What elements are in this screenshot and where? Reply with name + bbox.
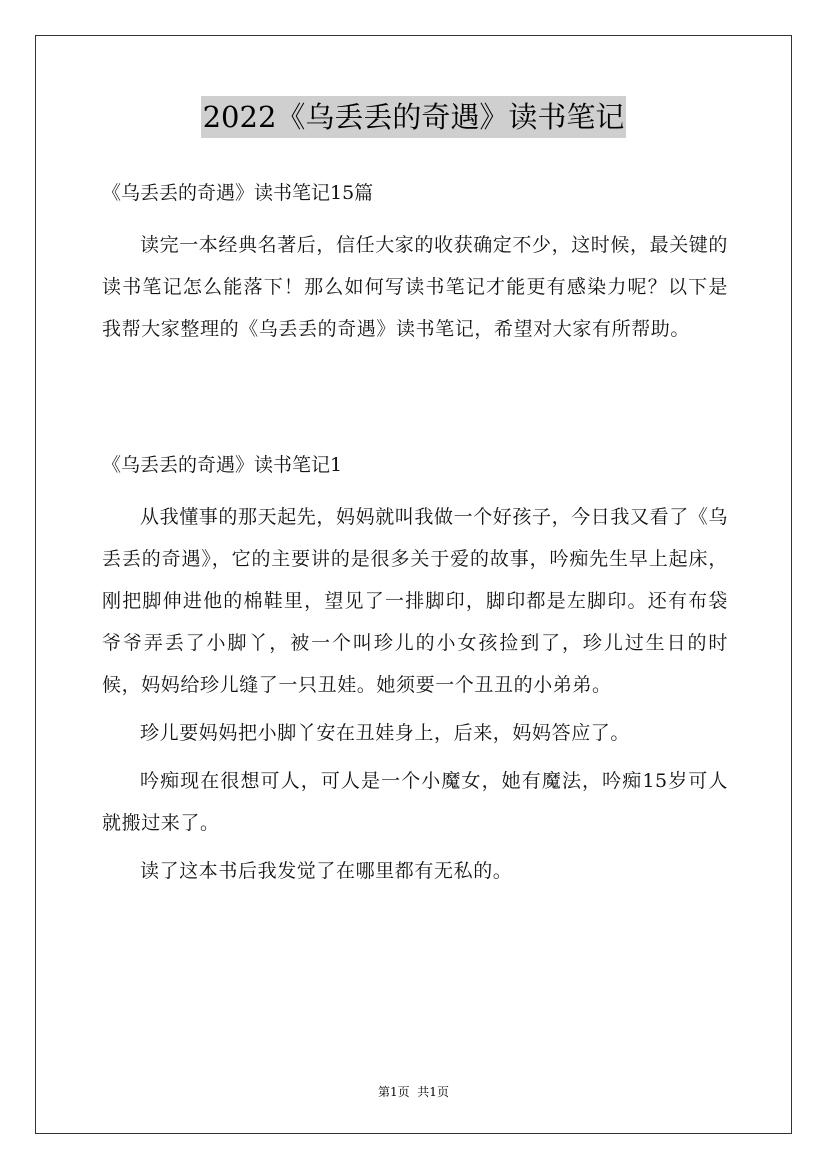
title-container — [0, 96, 827, 138]
document-body — [102, 172, 728, 892]
body-paragraph: 吟痴现在很想可人，可人是一个小魔女，她有魔法，吟痴15岁可人就搬过来了。 — [102, 770, 728, 834]
body-paragraph: 从我懂事的那天起先，妈妈就叫我做一个好孩子，今日我又看了《乌丢丢的奇遇》，它的主要讲的是很多关于爱的故事，吟痴先生早上起床，刚把脚伸进他的棉鞋里，望见了一排脚印，脚印都是左脚印。还有布袋爷爷弄丢了小脚丫，被一个叫珍儿的小女孩捡到了，珍儿过生日的时候，妈妈给珍儿缝了一只丑娃。她须要一个丑丑的小弟弟。 — [102, 506, 729, 696]
page-footer: 第1页 共1页 — [378, 1085, 449, 1099]
section-heading: 《乌丢丢的奇遇》读书笔记1 — [102, 454, 343, 476]
intro-paragraph: 读完一本经典名著后，信任大家的收获确定不少，这时候，最关键的读书笔记怎么能落下！那么如何写读书笔记才能更有感染力呢？以下是我帮大家整理的《乌丢丢的奇遇》读书笔记，希望对大家有所帮助。 — [102, 234, 729, 340]
body-paragraph: 珍儿要妈妈把小脚丫安在丑娃身上，后来，妈妈答应了。 — [140, 722, 631, 744]
document-title: 2022《乌丢丢的奇遇》读书笔记 — [201, 96, 627, 138]
document-subtitle: 《乌丢丢的奇遇》读书笔记15篇 — [102, 182, 374, 204]
body-paragraph: 读了这本书后我发觉了在哪里都有无私的。 — [140, 860, 513, 882]
